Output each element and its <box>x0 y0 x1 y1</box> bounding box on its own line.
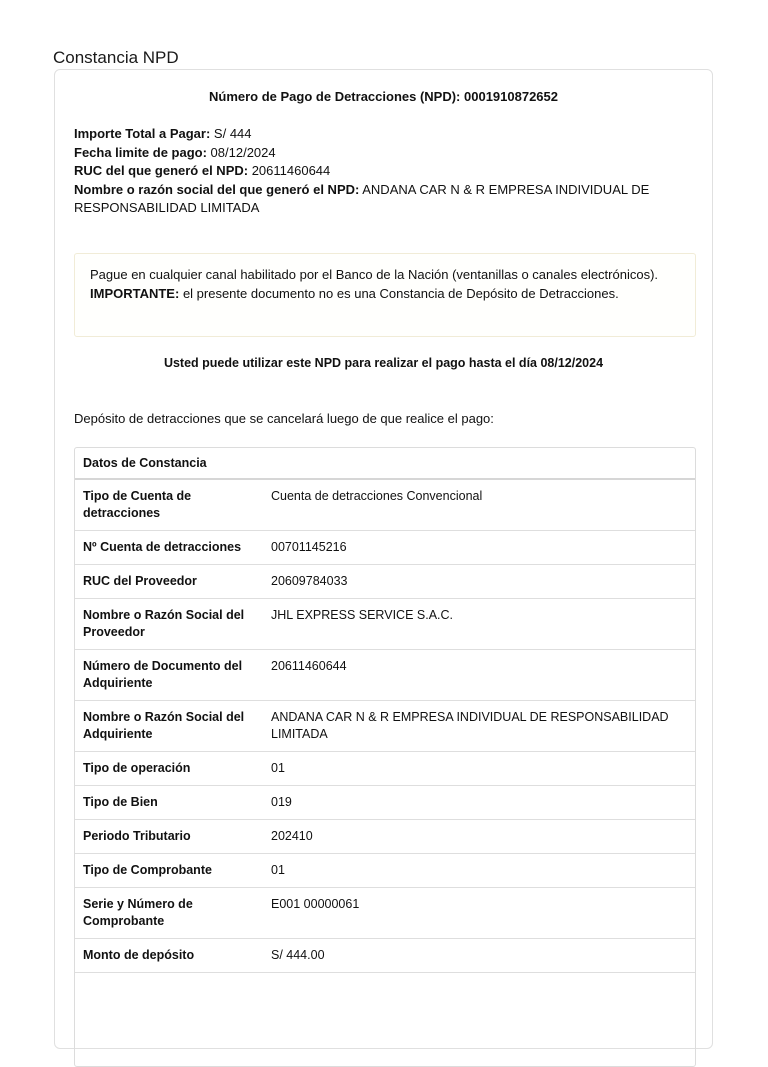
table-row <box>75 599 695 650</box>
row-label: RUC del Proveedor <box>75 565 261 599</box>
nombre-line <box>74 181 694 218</box>
table-row <box>75 701 695 752</box>
row-label: Número de Documento del Adquiriente <box>75 650 261 701</box>
fecha-label: Fecha limite de pago: <box>74 144 207 160</box>
constancia-table <box>74 447 696 1067</box>
table-row <box>75 650 695 701</box>
deadline-text: Usted puede utilizar este NPD para realizar el pago hasta el día 08/12/2024 <box>163 356 604 370</box>
table-row <box>75 786 695 820</box>
row-label: Nombre o Razón Social del Proveedor <box>75 599 261 650</box>
table-row <box>75 752 695 786</box>
ruc-line <box>74 162 694 181</box>
ruc-value: 20611460644 <box>251 163 331 178</box>
row-label: Tipo de Cuenta de detracciones <box>75 480 261 531</box>
row-label: Serie y Número de Comprobante <box>75 888 261 939</box>
data-table <box>75 480 695 973</box>
notice-line: Pague en cualquier canal habilitado por el Banco de la Nación (ventanillas o canales electrónicos). <box>90 267 659 282</box>
important-text: el presente documento no es una Constancia de Depósito de Detracciones. <box>182 285 619 301</box>
important-label: IMPORTANTE: <box>90 285 180 301</box>
row-label: Tipo de Comprobante <box>75 854 261 888</box>
row-value: E001 00000061 <box>261 888 695 939</box>
table-row <box>75 888 695 939</box>
table-row <box>75 939 695 973</box>
payment-summary <box>74 125 694 218</box>
notice-important <box>90 285 680 304</box>
row-label: Nº Cuenta de detracciones <box>75 531 261 565</box>
row-label: Tipo de Bien <box>75 786 261 820</box>
row-value: 202410 <box>261 820 695 854</box>
row-value: Cuenta de detracciones Convencional <box>261 480 695 531</box>
table-row <box>75 480 695 531</box>
row-label: Monto de depósito <box>75 939 261 973</box>
importe-label: Importe Total a Pagar: <box>74 126 211 141</box>
table-row <box>75 565 695 599</box>
row-value: 01 <box>261 752 695 786</box>
row-value: 00701145216 <box>261 531 695 565</box>
row-value: 20609784033 <box>261 565 695 599</box>
row-value: 019 <box>261 786 695 820</box>
npd-heading: Número de Pago de Detracciones (NPD): 0001910872652 <box>209 89 558 104</box>
page-title: Constancia NPD <box>53 48 179 67</box>
deposit-intro: Depósito de detracciones que se cancelará luego de que realice el pago: <box>74 411 494 426</box>
table-row <box>75 820 695 854</box>
table-row <box>75 854 695 888</box>
table-row <box>75 531 695 565</box>
fecha-value: 08/12/2024 <box>210 144 276 160</box>
row-value: 20611460644 <box>261 650 695 701</box>
ruc-label: RUC del que generó el NPD: <box>74 163 249 178</box>
nombre-value: ANDANA CAR N & R EMPRESA INDIVIDUAL DE RESPONSABILIDAD LIMITADA <box>74 181 650 215</box>
importe-value: S/ 444 <box>213 126 252 141</box>
row-value: 01 <box>261 854 695 888</box>
table-header: Datos de Constancia <box>75 448 695 480</box>
constancia-card <box>54 69 713 1049</box>
row-value: ANDANA CAR N & R EMPRESA INDIVIDUAL DE RESPONSABILIDAD LIMITADA <box>261 701 695 752</box>
row-label: Nombre o Razón Social del Adquiriente <box>75 701 261 752</box>
row-label: Periodo Tributario <box>75 820 261 854</box>
payment-notice <box>74 253 696 337</box>
importe-line <box>74 125 694 144</box>
row-value: JHL EXPRESS SERVICE S.A.C. <box>261 599 695 650</box>
row-label: Tipo de operación <box>75 752 261 786</box>
row-value: S/ 444.00 <box>261 939 695 973</box>
fecha-line <box>74 144 694 163</box>
nombre-label: Nombre o razón social del que generó el NPD: <box>74 181 360 197</box>
